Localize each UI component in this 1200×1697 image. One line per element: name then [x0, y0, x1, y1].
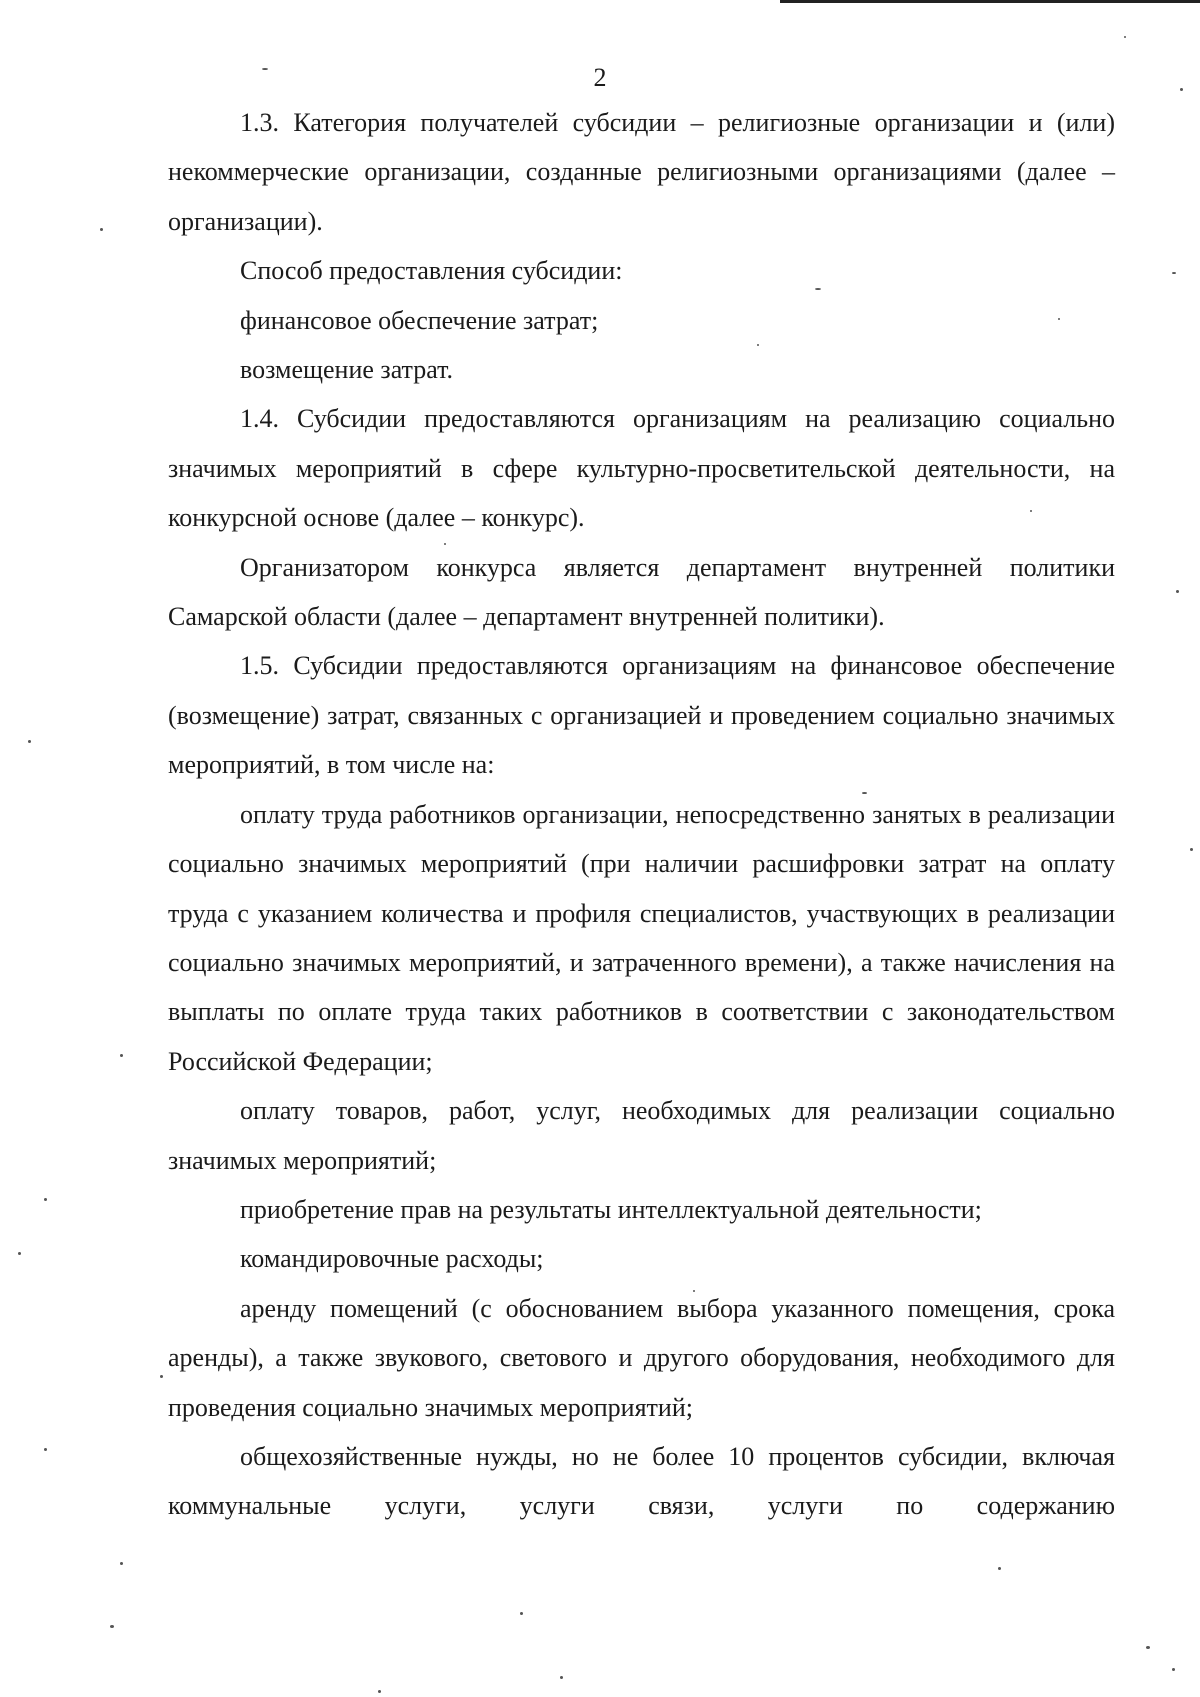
scan-speck: [1176, 590, 1179, 593]
scan-speck: [444, 543, 446, 545]
scan-speck: [1030, 510, 1032, 512]
document-body: [168, 98, 1115, 1531]
scan-speck: [262, 68, 268, 70]
scan-speck: [44, 1448, 47, 1451]
paragraph-cost-salaries: оплату труда работников организации, непосредственно занятых в реализации социально значимых мероприятий (при наличии расшифровки затрат на оплату труда с указанием количества и профиля специалистов, участвующих в реализации социально значимых мероприятий, и затраченного времени), а также начисления на выплаты по оплате труда таких работников в соответствии с законодательством Российской Федерации;: [168, 799, 1115, 1076]
paragraph-cost-rent: аренду помещений (с обоснованием выбора указанного помещения, срока аренды), а также звукового, светового и другого оборудования, необходимого для проведения социально значимых мероприятий;: [168, 1293, 1115, 1422]
scan-speck: [378, 1690, 381, 1693]
scan-speck: [1146, 1646, 1150, 1649]
scan-speck: [18, 1252, 21, 1255]
paragraph-cost-travel: командировочные расходы;: [240, 1244, 544, 1274]
paragraph-cost-overhead: общехозяйственные нужды, но не более 10 процентов субсидии, включая коммунальные услуги, услуги связи, услуги по содержанию: [168, 1441, 1115, 1521]
paragraph-method-financing: финансовое обеспечение затрат;: [240, 305, 599, 335]
scan-speck: [1172, 272, 1176, 274]
paragraph-cost-goods: оплату товаров, работ, услуг, необходимых для реализации социально значимых мероприятий;: [168, 1096, 1115, 1175]
scan-speck: [862, 792, 867, 794]
top-edge-rule: [780, 0, 1200, 3]
scan-speck: [1190, 848, 1193, 851]
scan-speck: [693, 1290, 695, 1292]
paragraph-1-4-purpose: 1.4. Субсидии предоставляются организациям на реализацию социально значимых мероприятий в сфере культурно-просветительской деятельности, на конкурсной основе (далее – конкурс).: [168, 404, 1115, 533]
scan-speck: [520, 1612, 523, 1615]
scan-speck: [160, 1375, 163, 1378]
paragraph-1-5-costs: 1.5. Субсидии предоставляются организациям на финансовое обеспечение (возмещение) затрат, связанных с организацией и проведением социально значимых мероприятий, в том числе на:: [168, 651, 1115, 780]
scan-speck: [1172, 1668, 1175, 1671]
scan-speck: [110, 1625, 114, 1628]
paragraph-1-3-recipients: 1.3. Категория получателей субсидии – религиозные организации и (или) некоммерческие организации, созданные религиозными организациями (далее – организации).: [168, 108, 1115, 236]
paragraph-organizer: Организатором конкурса является департамент внутренней политики Самарской области (далее – департамент внутренней политики).: [168, 552, 1115, 632]
scan-speck: [120, 1054, 123, 1057]
scan-speck: [100, 228, 103, 231]
scan-speck: [120, 1562, 123, 1565]
paragraph-method-reimbursement: возмещение затрат.: [240, 355, 454, 385]
scan-speck: [1180, 88, 1183, 91]
scan-speck: [1124, 36, 1126, 38]
page-number: 2: [593, 63, 607, 92]
scan-speck: [44, 1198, 47, 1201]
scan-speck: [815, 288, 821, 290]
scan-speck: [28, 740, 31, 743]
scan-speck: [757, 344, 759, 346]
scan-speck: [560, 1676, 563, 1679]
paragraph-method-heading: Способ предоставления субсидии:: [240, 256, 623, 286]
paragraph-cost-ip-rights: приобретение прав на результаты интеллектуальной деятельности;: [240, 1194, 982, 1224]
scan-speck: [998, 1567, 1001, 1570]
scan-speck: [1058, 318, 1060, 320]
